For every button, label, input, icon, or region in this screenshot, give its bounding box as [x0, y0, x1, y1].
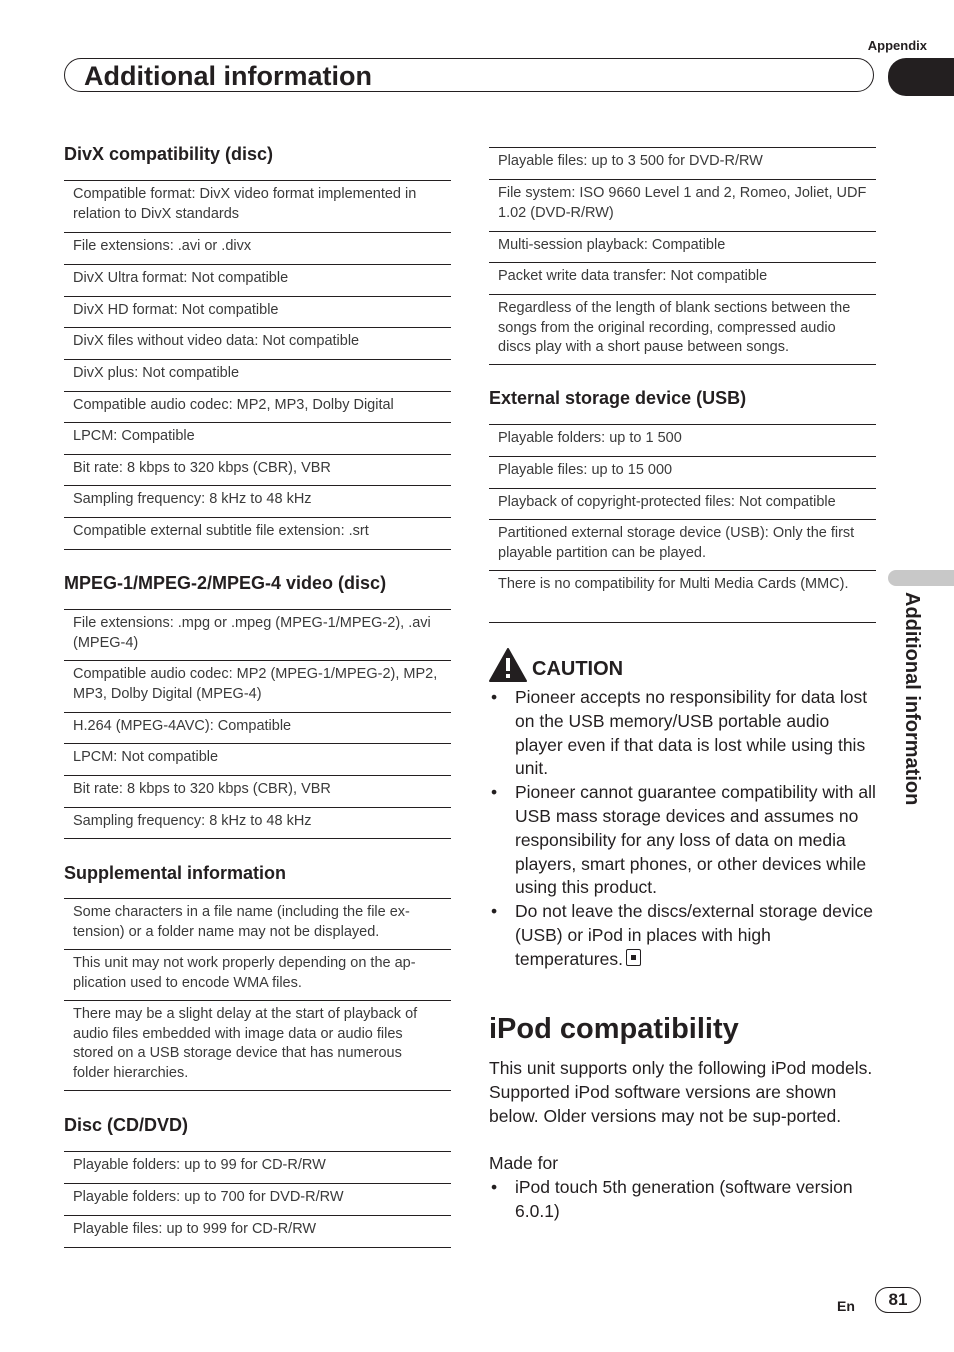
table-row: Bit rate: 8 kbps to 320 kbps (CBR), VBR — [64, 455, 451, 486]
page-title: Additional information — [84, 61, 372, 91]
ipod-model-text: iPod touch 5th generation (software version 6.0.1) — [515, 1177, 853, 1221]
supplemental-table — [64, 898, 451, 1091]
table-row: Playable files: up to 3 500 for DVD-R/RW — [489, 148, 876, 180]
disc-table — [64, 1151, 451, 1248]
stop-icon — [626, 949, 641, 966]
disc-table-continued — [489, 147, 876, 365]
table-row: This unit may not work properly depending on the ap-plication used to encode WMA files. — [64, 950, 451, 1001]
table-row: Sampling frequency: 8 kHz to 48 kHz — [64, 486, 451, 518]
table-row: Some characters in a file name (including the file ex-tension) or a folder name may not be displayed. — [64, 899, 451, 950]
usb-section-title: External storage device (USB) — [489, 388, 747, 408]
list-item: • Do not leave the discs/external storage device (USB) or iPod in places with high temperatures. — [491, 901, 873, 969]
header-section-tab — [888, 58, 954, 96]
table-row: Playback of copyright-protected files: Not compatible — [489, 489, 876, 520]
divx-table — [64, 180, 451, 550]
list-item: • iPod touch 5th generation (software version 6.0.1) — [491, 1177, 853, 1221]
table-row: DivX Ultra format: Not compatible — [64, 265, 451, 297]
table-row: Regardless of the length of blank sections between the songs from the original recording, compressed audio discs play with a short pause between songs. — [489, 295, 876, 365]
table-row: File extensions: .mpg or .mpeg (MPEG-1/MPEG-2), .avi (MPEG-4) — [64, 610, 451, 661]
table-row: LPCM: Not compatible — [64, 744, 451, 776]
table-row: LPCM: Compatible — [64, 423, 451, 455]
table-row: Packet write data transfer: Not compatible — [489, 263, 876, 295]
table-row: DivX plus: Not compatible — [64, 360, 451, 392]
disc-section-title: Disc (CD/DVD) — [64, 1115, 189, 1135]
side-section-label: Additional information — [901, 592, 923, 806]
mpeg-section-title: MPEG-1/MPEG-2/MPEG-4 video (disc) — [64, 573, 387, 593]
table-row: Playable files: up to 15 000 — [489, 457, 876, 489]
table-row: Compatible audio codec: MP2, MP3, Dolby Digital — [64, 392, 451, 423]
table-row: Compatible format: DivX video format implemented in relation to DivX standards — [64, 181, 451, 233]
page-number: 81 — [875, 1287, 921, 1313]
table-row: Compatible external subtitle file extension: .srt — [64, 518, 451, 550]
table-row: There may be a slight delay at the start of playback of audio files embedded with image data or audio files stored on a USB storage device that has numerous folder hierarchies. — [64, 1001, 451, 1091]
mpeg-table — [64, 609, 451, 839]
table-row: DivX HD format: Not compatible — [64, 297, 451, 328]
table-row: Playable folders: up to 1 500 — [489, 425, 876, 457]
table-row: Sampling frequency: 8 kHz to 48 kHz — [64, 808, 451, 839]
list-item: • Pioneer accepts no responsibility for data lost on the USB memory/USB portable audio player even if that data is lost while using this unit. — [491, 687, 868, 779]
ipod-section-title: iPod compatibility — [489, 1013, 739, 1045]
usb-table — [489, 424, 876, 623]
table-row: Playable files: up to 999 for CD-R/RW — [64, 1216, 451, 1248]
caution-list — [489, 686, 877, 972]
divx-section-title: DivX compatibility (disc) — [64, 144, 274, 164]
supplemental-section-title: Supplemental information — [64, 863, 287, 883]
warning-icon — [489, 648, 527, 682]
list-item: • Pioneer cannot guarantee compatibility with all USB mass storage devices and assumes no responsibility for any loss of data on media players, smart phones, or other devices while using this product. — [491, 782, 876, 898]
table-row: H.264 (MPEG-4AVC): Compatible — [64, 713, 451, 744]
ipod-model-list — [489, 1176, 879, 1224]
table-row: There is no compatibility for Multi Media Cards (MMC). — [489, 571, 876, 623]
caution-bullet-text: Do not leave the discs/external storage device (USB) or iPod in places with high temperatures. — [515, 901, 873, 969]
table-row: Bit rate: 8 kbps to 320 kbps (CBR), VBR — [64, 776, 451, 808]
caution-label: CAUTION — [532, 658, 624, 680]
caution-bullet-text: Pioneer accepts no responsibility for data lost on the USB memory/USB portable audio player even if that data is lost while using this unit. — [515, 687, 868, 779]
side-section-tab — [888, 570, 954, 586]
language-label: En — [837, 1298, 855, 1314]
table-row: Playable folders: up to 99 for CD-R/RW — [64, 1152, 451, 1184]
table-row: Partitioned external storage device (USB): Only the first playable partition can be played. — [489, 520, 876, 571]
ipod-made-for: Made for — [489, 1153, 559, 1173]
table-row: Compatible audio codec: MP2 (MPEG-1/MPEG-2), MP2, MP3, Dolby Digital (MPEG-4) — [64, 661, 451, 713]
caution-bullet-text: Pioneer cannot guarantee compatibility with all USB mass storage devices and assumes no responsibility for any loss of data on media players, smart phones, or other devices while using this product. — [515, 782, 876, 898]
table-row: Multi-session playback: Compatible — [489, 232, 876, 263]
table-row: File system: ISO 9660 Level 1 and 2, Romeo, Joliet, UDF 1.02 (DVD-R/RW) — [489, 180, 876, 232]
table-row: DivX files without video data: Not compatible — [64, 328, 451, 360]
ipod-intro: This unit supports only the following iPod models. Supported iPod software versions are shown below. Older versions may not be sup-ported. — [489, 1058, 873, 1126]
table-row: Playable folders: up to 700 for DVD-R/RW — [64, 1184, 451, 1216]
appendix-label: Appendix — [867, 38, 927, 53]
table-row: File extensions: .avi or .divx — [64, 233, 451, 265]
